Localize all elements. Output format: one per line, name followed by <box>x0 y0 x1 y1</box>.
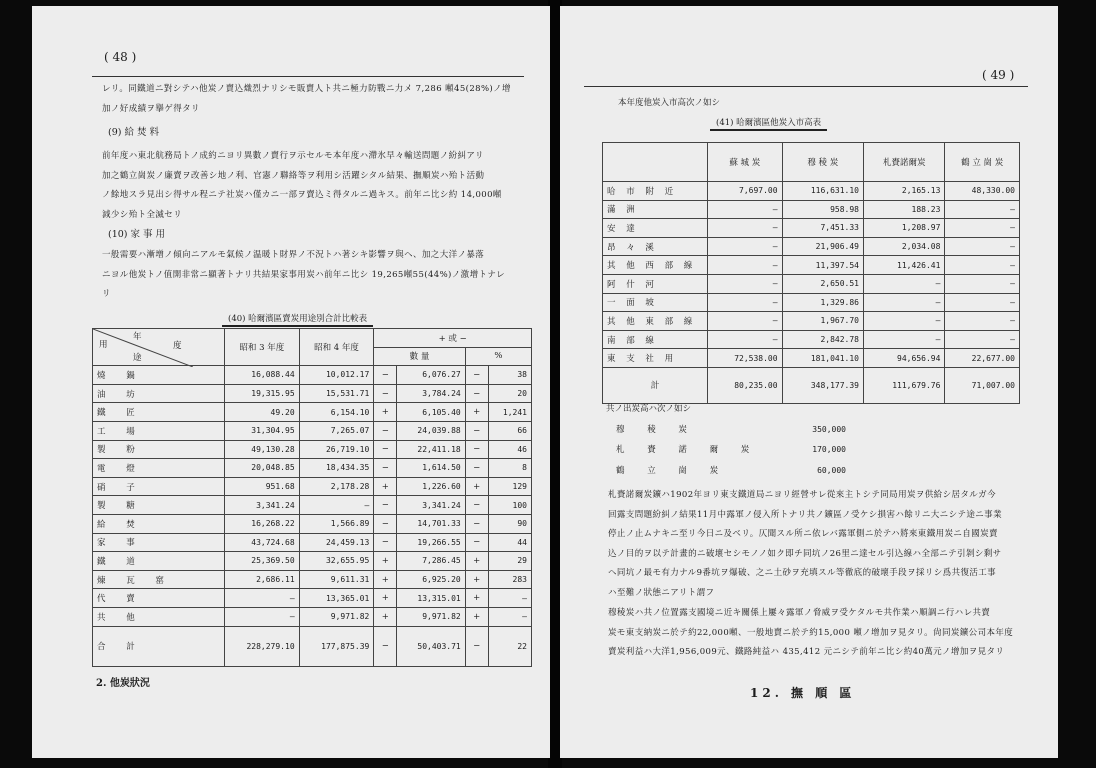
table-row <box>603 200 1020 219</box>
coal-type-header: 札賚諾爾炭 <box>863 143 944 182</box>
use-label: 油 坊 <box>93 384 225 403</box>
coal-type-header: 鶴 立 崗 炭 <box>945 143 1020 182</box>
coal-value: — <box>945 293 1020 312</box>
location-label: 其 他 東 部 線 <box>603 312 708 331</box>
diff-sign: + <box>374 589 397 608</box>
table-40-caption: (40) 哈爾濱區賣炭用途別合計比較表 <box>222 312 373 327</box>
diff-sign: − <box>374 514 397 533</box>
text-line: 札賚諾爾炭鑛ハ1902年ヨリ東支鐵道局ニヨリ經營サレ從來主トシテ同局用炭ヲ供給シ居タルガ今 <box>608 490 996 500</box>
table-row <box>93 477 532 496</box>
coal-value: 2,165.13 <box>863 182 944 201</box>
production-label: 札 賚 諾 爾 炭 <box>616 445 760 455</box>
pct-sign: − <box>465 440 488 459</box>
coal-value: 7,451.33 <box>782 219 863 238</box>
coal-value: 958.98 <box>782 200 863 219</box>
jalainur-paragraph <box>608 486 1002 603</box>
coal-value: 94,656.94 <box>863 349 944 368</box>
coal-value: — <box>708 237 783 256</box>
pct-value: 44 <box>488 533 531 552</box>
diff-sign: + <box>374 552 397 571</box>
text-line: ヘ同坑ノ最モ有力ナル9番坑ヲ爆破、之ニ土砂ヲ充填スル等徹底的破壞手段ヲ採リシ爲共復活工事 <box>608 568 997 578</box>
total-hegang: 71,007.00 <box>945 367 1020 403</box>
table-row <box>603 293 1020 312</box>
total-sign: − <box>374 626 397 666</box>
pct-value: 100 <box>488 496 531 515</box>
coal-value: — <box>708 330 783 349</box>
coal-value: 11,397.54 <box>782 256 863 275</box>
diff-sign: − <box>374 533 397 552</box>
coal-value: 1,208.97 <box>863 219 944 238</box>
use-label: 煉 瓦 窰 <box>93 570 225 589</box>
coal-value: 181,041.10 <box>782 349 863 368</box>
coal-value: 1,967.70 <box>782 312 863 331</box>
pct-value: 8 <box>488 459 531 478</box>
text-line: 加ノ好成績ヲ擧ゲ得タリ <box>102 103 200 114</box>
coal-value: 1,329.86 <box>782 293 863 312</box>
table-row <box>93 384 532 403</box>
header-rule-right <box>584 86 1028 87</box>
pct-value: 29 <box>488 552 531 571</box>
use-label: 工 場 <box>93 421 225 440</box>
diff-sign: + <box>374 607 397 626</box>
coal-type-header: 穆 稜 炭 <box>782 143 863 182</box>
table-40 <box>92 328 532 667</box>
production-label: 穆 稜 炭 <box>616 424 697 435</box>
location-label: 哈 市 附 近 <box>603 182 708 201</box>
production-label: 鶴 立 崗 炭 <box>616 465 729 476</box>
table-41-total-row <box>603 367 1020 403</box>
showa3-value: 49,130.28 <box>224 440 299 459</box>
table-row <box>93 421 532 440</box>
table-40-corner <box>93 329 225 366</box>
text-line: 一般需要ハ漸增ノ傾向ニアルモ氣候ノ温暖ト財界ノ不況トハ著シキ影響ヲ與ヘ、加之大洋ノ暴落 <box>102 250 485 260</box>
section-footer-2: 2. 他炭狀況 <box>96 678 150 689</box>
location-label: 一 面 坡 <box>603 293 708 312</box>
showa4-value: 2,178.28 <box>299 477 374 496</box>
showa4-value: 9,611.31 <box>299 570 374 589</box>
total-label: 合 計 <box>93 626 225 666</box>
pct-sign: + <box>465 403 488 422</box>
use-label: 代 賣 <box>93 589 225 608</box>
pct-sign: + <box>465 589 488 608</box>
text-line: 減少シ殆ト全滅セリ <box>102 209 183 220</box>
table-row <box>603 256 1020 275</box>
text-line: 回露支問題紛糾ノ結果11月中露軍ノ侵入所トナリ共ノ鑛區ノ受ケシ損害ハ餘リニ大ニシテ途ニ事業 <box>608 509 1002 520</box>
location-label: 安 達 <box>603 219 708 238</box>
coal-value: — <box>708 312 783 331</box>
header-quantity: 數 量 <box>374 347 465 366</box>
table-row <box>93 366 532 385</box>
production-row <box>606 461 846 482</box>
showa3-value: 20,048.85 <box>224 459 299 478</box>
header-nen: 年 <box>133 332 142 342</box>
pct-sign: − <box>465 514 488 533</box>
pct-value: 66 <box>488 421 531 440</box>
coal-value: 116,631.10 <box>782 182 863 201</box>
coal-value: — <box>708 219 783 238</box>
location-label: 昂 々 溪 <box>603 237 708 256</box>
text-line: ハ至難ノ狀態ニアリト謂フ <box>608 587 715 598</box>
header-do: 度 <box>173 341 182 351</box>
pct-sign: − <box>465 421 488 440</box>
diff-value: 7,286.45 <box>397 552 465 571</box>
coal-value: — <box>708 274 783 293</box>
muling-paragraph <box>608 604 1013 663</box>
showa4-value: 7,265.07 <box>299 421 374 440</box>
text-line: リ <box>102 289 111 299</box>
diff-value: 3,341.24 <box>397 496 465 515</box>
coal-value: 48,330.00 <box>945 182 1020 201</box>
showa4-value: 24,459.13 <box>299 533 374 552</box>
diff-value: 19,266.55 <box>397 533 465 552</box>
diff-sign: + <box>374 570 397 589</box>
pct-sign: + <box>465 477 488 496</box>
showa4-value: — <box>299 496 374 515</box>
section-footer-12: 12. 撫 順 區 <box>750 686 856 700</box>
right-intro: 本年度他炭入市高次ノ如シ <box>618 98 721 108</box>
showa4-value: 1,566.89 <box>299 514 374 533</box>
showa4-value: 18,434.35 <box>299 459 374 478</box>
showa4-value: 9,971.82 <box>299 607 374 626</box>
showa4-value: 13,365.01 <box>299 589 374 608</box>
diff-sign: − <box>374 459 397 478</box>
showa3-value: 31,304.95 <box>224 421 299 440</box>
header-plus-minus: + 或 − <box>374 329 532 348</box>
section-9-paragraph <box>102 147 502 225</box>
pct-sign: + <box>465 607 488 626</box>
diff-sign: − <box>374 496 397 515</box>
pct-sign: + <box>465 570 488 589</box>
coal-value: 11,426.41 <box>863 256 944 275</box>
table-row <box>93 459 532 478</box>
diff-value: 14,701.33 <box>397 514 465 533</box>
diff-sign: − <box>374 440 397 459</box>
total-label-41: 計 <box>603 367 708 403</box>
coal-value: — <box>945 330 1020 349</box>
pct-sign: − <box>465 459 488 478</box>
right-page <box>560 6 1058 758</box>
showa3-value: 951.68 <box>224 477 299 496</box>
showa3-value: 43,724.68 <box>224 533 299 552</box>
showa4-value: 26,719.10 <box>299 440 374 459</box>
diff-sign: − <box>374 384 397 403</box>
header-showa3: 昭和 3 年度 <box>224 329 299 366</box>
table-row <box>93 533 532 552</box>
page-number-48: ( 48 ) <box>104 50 137 64</box>
coal-value: — <box>945 200 1020 219</box>
coal-value: 2,034.08 <box>863 237 944 256</box>
showa4-value: 10,012.17 <box>299 366 374 385</box>
coal-value: 2,842.78 <box>782 330 863 349</box>
header-yo: 用 <box>99 340 108 350</box>
pct-sign: − <box>465 533 488 552</box>
table-row <box>603 349 1020 368</box>
production-value: 60,000 <box>817 465 846 475</box>
total-diff: 50,403.71 <box>397 626 465 666</box>
total-sojo: 80,235.00 <box>708 367 783 403</box>
pct-value: 38 <box>488 366 531 385</box>
table-41 <box>602 142 1020 404</box>
pct-value: 46 <box>488 440 531 459</box>
location-label: 滿 洲 <box>603 200 708 219</box>
showa3-value: — <box>224 589 299 608</box>
header-showa4: 昭和 4 年度 <box>299 329 374 366</box>
section-10-heading: (10) 家 事 用 <box>108 229 166 240</box>
showa3-value: 16,088.44 <box>224 366 299 385</box>
showa3-value: 49.20 <box>224 403 299 422</box>
table-row <box>93 552 532 571</box>
text-line: ノ餘地スラ見出シ得サル程ニテ社炭ハ僅カニ一部ヲ賣込ミ得タルニ過キス。前年ニ比シ約 14,000噸 <box>102 190 502 200</box>
diff-value: 3,784.24 <box>397 384 465 403</box>
showa4-value: 15,531.71 <box>299 384 374 403</box>
coal-value: 7,697.00 <box>708 182 783 201</box>
coal-value: — <box>945 237 1020 256</box>
coal-value: — <box>945 219 1020 238</box>
table-row <box>603 330 1020 349</box>
diff-sign: − <box>374 421 397 440</box>
use-label: 給 焚 <box>93 514 225 533</box>
location-label: 南 部 線 <box>603 330 708 349</box>
pct-value: 90 <box>488 514 531 533</box>
total-muling: 348,177.39 <box>782 367 863 403</box>
text-line: 込ノ目的ヲ以テ計畫的ニ破壞セシモノノ如ク即チ同坑ノ26里ニ達セル引込線ハ全部ニテ引剝シ剩サ <box>608 548 1002 559</box>
diff-value: 6,105.40 <box>397 403 465 422</box>
pct-value: 129 <box>488 477 531 496</box>
section-10-paragraph <box>102 246 505 305</box>
diff-value: 6,076.27 <box>397 366 465 385</box>
table-41-caption: (41) 哈爾濱區他炭入市高表 <box>710 116 827 131</box>
coal-value: — <box>708 200 783 219</box>
pct-sign: − <box>465 366 488 385</box>
table-41-corner <box>603 143 708 182</box>
total-pct: 22 <box>488 626 531 666</box>
text-line: レリ。同鐵道ニ對シテハ他炭ノ賣込熾烈ナリシモ販賣人ト共ニ極力防戰ニ力メ 7,286 噸45(28%)ノ增 <box>102 84 511 94</box>
table-row <box>603 219 1020 238</box>
production-list <box>606 400 846 481</box>
diff-value: 9,971.82 <box>397 607 465 626</box>
header-to: 途 <box>133 353 142 363</box>
coal-value: — <box>708 256 783 275</box>
coal-value: — <box>863 312 944 331</box>
use-label: 製 糖 <box>93 496 225 515</box>
coal-value: — <box>945 312 1020 331</box>
coal-value: 2,650.51 <box>782 274 863 293</box>
diff-value: 22,411.18 <box>397 440 465 459</box>
table-row <box>93 589 532 608</box>
left-page <box>32 6 550 758</box>
table-row <box>93 607 532 626</box>
table-row <box>603 237 1020 256</box>
total-jalainur: 111,679.76 <box>863 367 944 403</box>
text-line: 停止ノ止ムナキニ至リ今日ニ及ベリ。仄聞スル所ニ依レバ露軍側ニ於テハ將來東鐵用炭ニ自國炭賣 <box>608 529 998 539</box>
location-label: 東 支 社 用 <box>603 349 708 368</box>
use-label: 家 事 <box>93 533 225 552</box>
pct-sign: − <box>465 496 488 515</box>
diff-value: 1,614.50 <box>397 459 465 478</box>
text-line: ニヨル他炭トノ值開非常ニ顯著トナリ共結果家事用炭ハ前年ニ比シ 19,265噸55(44%)ノ激增トナレ <box>102 269 506 280</box>
showa3-value: 3,341.24 <box>224 496 299 515</box>
section-9-heading: (9) 給 焚 料 <box>108 127 160 138</box>
production-value: 350,000 <box>812 424 846 434</box>
text-line: 前年度ハ東北航務局トノ成約ニヨリ異數ノ賣行ヲ示セルモ本年度ハ滯氷早々輸送問題ノ紛糾アリ <box>102 151 484 161</box>
total-showa4: 177,875.39 <box>299 626 374 666</box>
production-value: 170,000 <box>812 445 846 454</box>
use-label: 製 粉 <box>93 440 225 459</box>
pct-value: — <box>488 607 531 626</box>
coal-value: 22,677.00 <box>945 349 1020 368</box>
table-row <box>603 182 1020 201</box>
header-rule <box>92 76 524 77</box>
coal-value: — <box>945 256 1020 275</box>
diff-sign: − <box>374 366 397 385</box>
page-number-49: ( 49 ) <box>982 68 1015 82</box>
text-line: 賣炭利益ハ大洋1,956,009元、鐵路純益ハ 435,412 元ニシテ前年ニ比シ約40萬元ノ增加ヲ見タリ <box>608 647 1005 657</box>
coal-value: — <box>863 293 944 312</box>
showa3-value: 2,686.11 <box>224 570 299 589</box>
use-label: 燒 鍋 <box>93 366 225 385</box>
diff-value: 1,226.60 <box>397 477 465 496</box>
table-row <box>603 312 1020 331</box>
table-row <box>93 440 532 459</box>
header-percent: % <box>465 347 531 366</box>
use-label: 鐵 匠 <box>93 403 225 422</box>
coal-type-header: 蘇 城 炭 <box>708 143 783 182</box>
text-line: 炭モ東支納炭ニ於テ約22,000噸、一般地賣ニ於テ約15,000 噸ノ增加ヲ見タリ。尙同炭鑛公司本年度 <box>608 627 1014 638</box>
use-label: 電 燈 <box>93 459 225 478</box>
coal-value: — <box>945 274 1020 293</box>
text-line: 加之鶴立崗炭ノ廉賣ヲ改善シ地ノ利、官憲ノ聯絡等ヲ利用シ活躍シタル結果、撫順炭ハ殆ト活動 <box>102 170 485 181</box>
table-row <box>93 570 532 589</box>
table-row <box>93 403 532 422</box>
production-row <box>606 420 846 441</box>
table-row <box>93 514 532 533</box>
coal-value: — <box>863 330 944 349</box>
text-line: 穆稜炭ハ共ノ位置露支國境ニ近キ關係上屢々露軍ノ脅威ヲ受ケタルモ共作業ハ順調ニ行ハレ共賣 <box>608 608 991 618</box>
showa4-value: 6,154.10 <box>299 403 374 422</box>
coal-value: — <box>863 274 944 293</box>
diff-value: 24,039.88 <box>397 421 465 440</box>
use-label: 鐵 道 <box>93 552 225 571</box>
table-40-total-row <box>93 626 532 666</box>
diff-value: 6,925.20 <box>397 570 465 589</box>
table-row <box>603 274 1020 293</box>
production-row <box>606 440 846 461</box>
intro-paragraph <box>102 80 511 119</box>
pct-sign: + <box>465 552 488 571</box>
showa3-value: 16,268.22 <box>224 514 299 533</box>
location-label: 阿 什 河 <box>603 274 708 293</box>
location-label: 其 他 西 部 線 <box>603 256 708 275</box>
coal-value: — <box>708 293 783 312</box>
pct-sign: − <box>465 384 488 403</box>
coal-value: 188.23 <box>863 200 944 219</box>
showa3-value: — <box>224 607 299 626</box>
showa4-value: 32,655.95 <box>299 552 374 571</box>
pct-value: — <box>488 589 531 608</box>
pct-value: 283 <box>488 570 531 589</box>
pct-value: 20 <box>488 384 531 403</box>
total-pct-sign: − <box>465 626 488 666</box>
coal-value: 21,906.49 <box>782 237 863 256</box>
table-row <box>93 496 532 515</box>
diff-sign: + <box>374 477 397 496</box>
production-intro: 共ノ出炭高ハ次ノ如シ <box>606 404 692 414</box>
showa3-value: 25,369.50 <box>224 552 299 571</box>
total-showa3: 228,279.10 <box>224 626 299 666</box>
coal-value: 72,538.00 <box>708 349 783 368</box>
diff-sign: + <box>374 403 397 422</box>
diff-value: 13,315.01 <box>397 589 465 608</box>
use-label: 共 他 <box>93 607 225 626</box>
use-label: 硝 子 <box>93 477 225 496</box>
pct-value: 1,241 <box>488 403 531 422</box>
showa3-value: 19,315.95 <box>224 384 299 403</box>
